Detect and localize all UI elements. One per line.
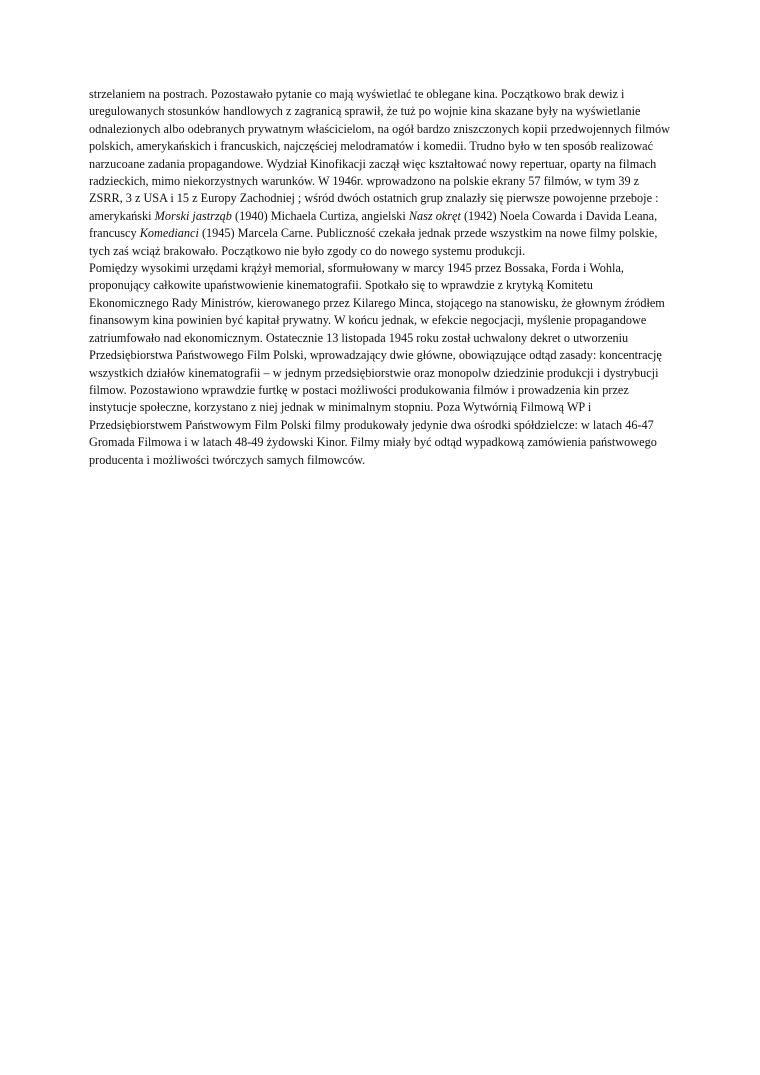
film-title-morski-jastrzab: Morski jastrząb <box>154 208 232 223</box>
paragraph-2 <box>89 260 675 469</box>
body-text <box>89 86 675 469</box>
film-title-komedianci: Komedianci <box>139 226 199 241</box>
text-run: (1945) Marcela Carne. Publiczność czekała jednak przede wszystkim na nowe filmy polskie, tych zaś wciąż brakowało. Początkowo nie było zgody co do nowego systemu produkcji. <box>89 226 658 258</box>
text-run: Pomiędzy wysokimi urzędami krążył memorial, sformułowany w marcy 1945 przez Bossaka, Forda i Wohla, proponujący całkowite upaństwowienie kinematografii. Spotkało się to wprawdzie z krytyką Komitetu Ekonomicznego Rady Ministrów, kierowanego przez Kilarego Minca, stojącego na stanowisku, że głownym źródłem finansowym kina powinien być kapitał prywatny. W końcu jednak, w efekcie negocjacji, myślenie propagandowe zatriumfowało nad ekonomicznym. Ostatecznie 13 listopada 1945 roku został uchwalony dekret o utworzeniu Przedsiębiorstwa Państwowego Film Polski, wprowadzający dwie główne, obowiązujące odtąd zasady: koncentrację wszystkich działów kinematografii – w jednym przedsiębiorstwie oraz monopolw dziedzinie produkcji i dystrybucji filmow. Pozostawiono wprawdzie furtkę w postaci możliwości produkowania filmów i prowadzenia kin przez instytucje społeczne, korzystano z niej jednak w minimalnym stopniu. Poza Wytwórnią Filmową WP i Przedsiębiorstwem Państwowym Film Polski filmy produkowały jedynie dwa ośrodki spółdzielcze: w latach 46-47 Gromada Filmowa i w latach 48-49 żydowski Kinor. Filmy miały być odtąd wypadkową zamówienia państwowego producenta i możliwości twórczych samych filmowców. <box>89 261 665 467</box>
paragraph-1 <box>89 86 675 260</box>
text-run: (1942) Noela Cowarda i Davida Leana, francuscy <box>89 208 658 241</box>
text-run: (1940) Michaela Curtiza, angielski <box>231 208 409 223</box>
film-title-nasz-okret: Nasz okręt <box>408 208 461 223</box>
text-run: strzelaniem na postrach. Pozostawało pytanie co mają wyświetlać te oblegane kina. Początkowo brak dewiz i uregulowanych stosunków handlowych z zagranicą sprawił, że tuż po wojnie kina skazane były na wyświetlanie odnalezionych albo odebranych prywatnym właścicielom, na ogół bardzo zniszczonych kopii przedwojennych filmów polskich, amerykańskich i francuskich, najczęściej melodramatów i komedii. Trudno było w ten sposób realizować narzucoane zadania propagandowe. Wydział Kinofikacji zaczął więc kształtować nowy repertuar, oparty na filmach radzieckich, mimo niekorzystnych warunków. W 1946r. wprowadzono na polskie ekrany 57 filmów, w tym 39 z ZSRR, 3 z USA i 15 z Europy Zachodniej ; wśród dwóch ostatnich grup znalazły się pierwsze powojenne przeboje : amerykański <box>89 87 671 223</box>
